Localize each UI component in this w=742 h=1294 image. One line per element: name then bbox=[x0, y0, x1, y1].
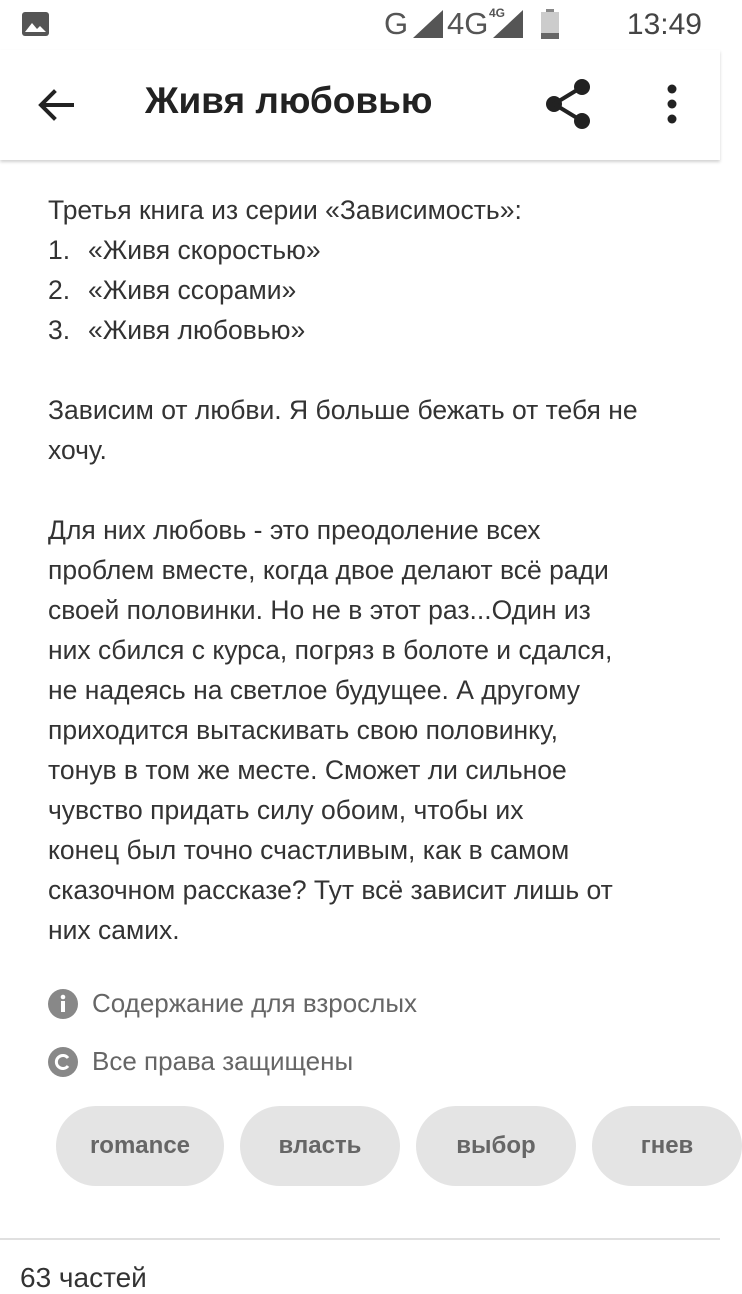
network-4g-badge: 4G bbox=[489, 6, 506, 20]
synopsis-line: приходится вытаскивать свою половинку, bbox=[48, 715, 559, 745]
synopsis-line: них сбился с курса, погряз в болоте и сдался, bbox=[48, 635, 613, 665]
info-icon bbox=[48, 989, 78, 1019]
mature-content-row bbox=[48, 988, 417, 1019]
synopsis-line: тонув в том же месте. Сможет ли сильное bbox=[48, 755, 567, 785]
signal-icon bbox=[413, 10, 443, 38]
synopsis-line: них самих. bbox=[48, 915, 180, 945]
battery-icon bbox=[541, 9, 559, 39]
tagline: Зависим от любви. Я больше бежать от тебя не хочу. bbox=[48, 395, 638, 465]
tag-chip[interactable]: гнев bbox=[592, 1106, 742, 1186]
list-item-number: 2. bbox=[48, 275, 71, 305]
synopsis-line: конец был точно счастливым, как в самом bbox=[48, 835, 570, 865]
copyright-icon bbox=[48, 1047, 78, 1077]
parts-count: 63 частей bbox=[20, 1262, 147, 1293]
copyright-row bbox=[48, 1046, 353, 1077]
back-arrow-icon[interactable] bbox=[28, 77, 84, 133]
copyright-label: Все права защищены bbox=[92, 1046, 354, 1076]
tag-chip[interactable]: власть bbox=[240, 1106, 400, 1186]
synopsis-line: сказочном рассказе? Тут всё зависит лишь от bbox=[48, 875, 613, 905]
tag-chip[interactable]: romance bbox=[56, 1106, 224, 1186]
network-type-label: G bbox=[384, 6, 409, 41]
tag-list bbox=[56, 1106, 694, 1186]
synopsis-line: своей половинки. Но не в этот раз...Один из bbox=[48, 595, 591, 625]
list-item-number: 3. bbox=[48, 315, 71, 345]
network-4g-label: 4G bbox=[447, 6, 489, 41]
synopsis bbox=[48, 510, 688, 950]
list-item bbox=[48, 270, 688, 310]
list-item-title: «Живя скоростью» bbox=[88, 235, 321, 265]
share-icon[interactable] bbox=[540, 76, 596, 132]
synopsis-line: не надеясь на светлое будущее. А другому bbox=[48, 675, 581, 705]
synopsis-line: проблем вместе, когда двое делают всё ради bbox=[48, 555, 609, 585]
mature-content-label: Содержание для взрослых bbox=[92, 988, 418, 1018]
tag-chip[interactable]: выбор bbox=[416, 1106, 576, 1186]
list-item bbox=[48, 310, 688, 350]
clock: 13:49 bbox=[626, 8, 702, 41]
list-item bbox=[48, 230, 688, 270]
series-list bbox=[48, 230, 688, 350]
list-item-number: 1. bbox=[48, 235, 71, 265]
list-item-title: «Живя любовью» bbox=[88, 315, 306, 345]
app-bar bbox=[0, 50, 720, 160]
signal-icon-2 bbox=[493, 10, 523, 38]
more-options-icon[interactable] bbox=[648, 76, 696, 132]
page-title: Живя любовью bbox=[145, 80, 433, 121]
story-description bbox=[48, 190, 688, 950]
list-item-title: «Живя ссорами» bbox=[88, 275, 297, 305]
synopsis-line: Для них любовь - это преодоление всех bbox=[48, 515, 541, 545]
gallery-icon bbox=[22, 12, 49, 36]
series-intro: Третья книга из серии «Зависимость»: bbox=[48, 195, 522, 225]
synopsis-line: чувство придать силу обоим, чтобы их bbox=[48, 795, 524, 825]
divider bbox=[0, 1238, 720, 1240]
status-bar bbox=[0, 0, 720, 50]
